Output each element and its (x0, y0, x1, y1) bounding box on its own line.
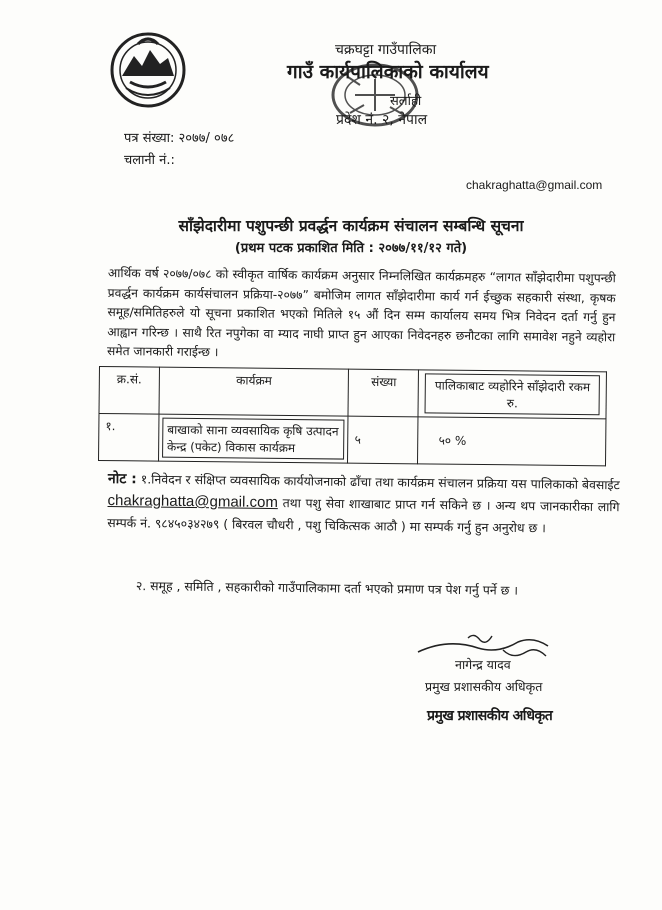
note-label: नोट : (107, 470, 137, 488)
reference-number: पत्र संख्या: २०७७/ ०७८ (124, 131, 235, 146)
col-header-share: पालिकाबाट व्यहोरिने साँझेदारी रकम रु. (418, 370, 606, 419)
note-point2: २. समूह , समिति , सहकारीको गाउँपालिकामा दर्ता भएको प्रमाण पत्र पेश गर्नु पर्ने छ । (135, 577, 519, 598)
cell-share: ५० % (418, 417, 606, 466)
cell-program: बाखाको साना व्यवसायिक कृषि उत्पादन केन्द्र (पकेट) विकास कार्यक्रम (158, 414, 348, 463)
contact-email: chakraghatta@gmail.com (466, 178, 603, 192)
col-header-program: कार्यक्रम (159, 367, 349, 416)
nepal-emblem-icon (108, 30, 188, 110)
designation-stamp: प्रमुख प्रशासकीय अधिकृत (427, 708, 553, 724)
table-row (99, 414, 606, 466)
col-header-count: संख्या (348, 369, 418, 417)
note-point1-b: तथा पशु सेवा शाखाबाट प्राप्त गर्न सकिने छ । अन्य थप जानकारीका लागि सम्पर्क नं. ९८४५०३४२७९ ( बिरवल चौधरी , पशु चिकित्सक आठौ ) मा सम्पर्क गर्नु हुन अनुरोध छ । (107, 495, 620, 536)
notice-subtitle: (प्रथम पटक प्रकाशित मिति : २०७७/११/१२ गते) (234, 241, 468, 256)
office-name-line1: चक्रघट्टा गाउँपालिका (335, 42, 437, 58)
office-district: सर्लाही (390, 94, 422, 109)
office-province: प्रदेश नं. २, नेपाल (336, 112, 428, 128)
table-header-row (99, 367, 606, 419)
dispatch-number: चलानी नं.: (124, 153, 175, 168)
note-point1-a: १.निवेदन र संक्षिप्त व्यवसायिक कार्ययोजनाको ढाँचा तथा कार्यक्रम संचालन प्रक्रिया यस पालिकाको बेवसाईट (140, 471, 620, 493)
notice-title: साँझेदारीमा पशुपन्छी प्रवर्द्धन कार्यक्रम संचालन सम्बन्धि सूचना (178, 217, 524, 235)
note-website-link[interactable]: chakraghatta@gmail.com (107, 491, 279, 512)
program-table (98, 366, 607, 466)
signer-name: नागेन्द्र यादव (455, 657, 511, 672)
cell-sn: १. (99, 414, 159, 462)
notice-body: आर्थिक वर्ष २०७७/०७८ को स्वीकृत वार्षिक कार्यक्रम अनुसार निम्नलिखित कार्यक्रमहरु “लागत साँझेदारीमा पशुपन्छी प्रवर्द्धन कार्यक्रम कार्यसंचालन प्रक्रिया-२०७७” बमोजिम लागत साँझेदारीमा कार्य गर्न ईच्छुक सहकारी संस्था, कृषक समूह/समितिहरुले यो सूचना प्रकाशित भएको मितिले १५ औं दिन सम्म कार्यालय समय भित्र निवेदन दर्ता गर्नु हुन आह्वान गरिन्छ । साथै रित नपुगेका वा म्याद नाघी प्राप्त हुन आएका निवेदनहरु छनौटका लागि समावेश नहुने व्यहोरा समेत जानकारी गराईन्छ । (107, 265, 616, 360)
office-name-line2: गाउँ कार्यपालिकाको कार्यालय (287, 61, 489, 83)
signer-title: प्रमुख प्रशासकीय अधिकृत (425, 679, 543, 694)
note-block (107, 468, 620, 540)
col-header-sn: क्र.सं. (99, 367, 159, 415)
cell-count: ५ (348, 416, 418, 464)
